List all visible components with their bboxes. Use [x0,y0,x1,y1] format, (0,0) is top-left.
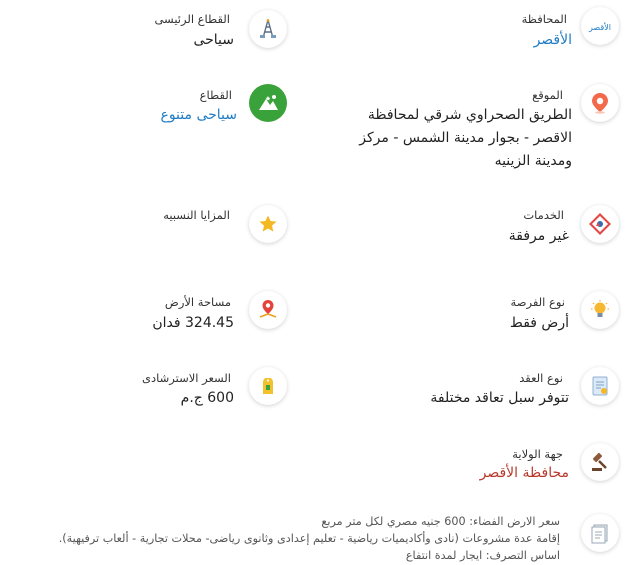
governorate-value[interactable]: الأقصر [533,32,572,48]
location-value: الطريق الصحراوي شرقي لمحافظة الاقصر - بجوار مدينة الشمس - مركز ومدينة الزينيه [359,107,572,169]
note-line-3: اساس التصرف: ايجار لمدة انتفاع [405,549,560,562]
sector-tourism-icon [249,84,287,122]
sector-tower-icon [249,10,287,48]
opportunity-type-value: أرض فقط [509,315,569,331]
land-area-pin-icon [249,291,287,329]
jurisdiction-value: محافظة الأقصر [479,465,569,481]
jurisdiction-label: جهة الولاية [512,447,563,461]
land-area-value: 324.45 فدان [152,315,234,331]
note-line-1: سعر الارض الفضاء: 600 جنيه مصري لكل متر مربع [321,515,560,528]
contract-type-label: نوع العقد [519,371,563,385]
opportunity-type-label: نوع الفرصة [510,295,565,309]
land-area-label: مساحة الأرض [164,295,231,309]
note-line-2: إقامة عدة مشروعات (نادى وأكاديميات رياضية - تعليم إعدادى وثانوى رياضى- محلات تجارية - ألعاب ترفيهية). [58,532,560,545]
indicative-price-value: 600 ج.م [180,390,234,406]
main-sector-value: سياحى [193,32,234,48]
contract-type-value: تتوفر سبل تعاقد مختلفة [430,390,569,406]
indicative-price-label: السعر الاسترشادى [142,371,231,385]
governorate-label: المحافظة [521,12,567,26]
services-value: غير مرفقة [508,228,569,244]
services-label: الخدمات [523,208,564,222]
lightbulb-icon [581,291,619,329]
governorate-logo-icon [581,7,619,45]
contract-document-icon [581,367,619,405]
gavel-icon [581,443,619,481]
services-icon [581,205,619,243]
price-tag-icon [249,367,287,405]
sector-value[interactable]: سياحى متنوع [160,107,237,123]
main-sector-label: القطاع الرئيسى [154,12,230,26]
location-pin-icon [581,84,619,122]
sector-label: القطاع [199,88,232,102]
star-icon [249,205,287,243]
svg-text:الأقصر: الأقصر [589,23,611,32]
location-label: الموقع [532,88,563,102]
notes-document-icon [581,514,619,552]
advantages-label: المزايا النسبيه [163,208,230,222]
